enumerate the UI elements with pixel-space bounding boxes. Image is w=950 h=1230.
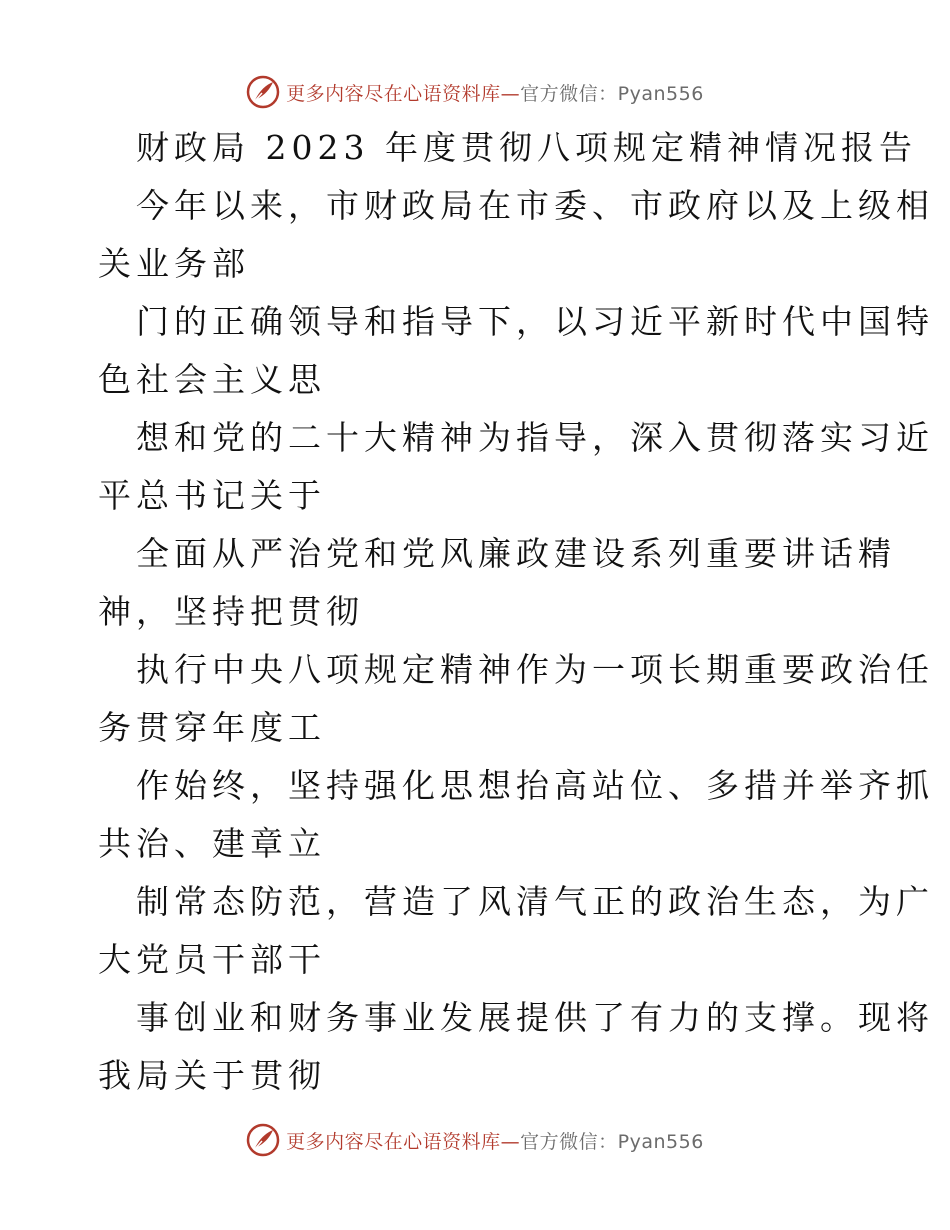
- paragraph-line: 全面从严治党和党风廉政建设系列重要讲话精: [136, 534, 896, 573]
- paragraph-line: 门的正确领导和指导下，以习近平新时代中国特: [136, 302, 934, 341]
- paragraph-line: 执行中央八项规定精神作为一项长期重要政治任: [136, 650, 934, 689]
- header-banner: [0, 72, 950, 112]
- paragraph-line: 务贯穿年度工: [98, 708, 326, 747]
- paragraph-line: 关业务部: [98, 244, 250, 283]
- paragraph-line: 神，坚持把贯彻: [98, 592, 364, 631]
- banner-text: [286, 79, 704, 106]
- paragraph-line: 平总书记关于: [98, 476, 326, 515]
- paragraph-line: 今年以来，市财政局在市委、市政府以及上级相: [136, 186, 934, 225]
- banner-wechat-text: 官方微信：Pyan556: [520, 82, 704, 105]
- paragraph-line: 共治、建章立: [98, 824, 326, 863]
- feather-pen-logo-icon: [246, 75, 280, 109]
- paragraph-line: 作始终，坚持强化思想抬高站位、多措并举齐抓: [136, 766, 934, 805]
- banner-main-text: 更多内容尽在心语资料库—: [286, 1130, 521, 1153]
- paragraph-line: 事创业和财务事业发展提供了有力的支撑。现将: [136, 998, 934, 1037]
- feather-pen-logo-icon: [246, 1123, 280, 1157]
- paragraph-line: 大党员干部干: [98, 940, 326, 979]
- paragraph-line: 我局关于贯彻: [98, 1056, 326, 1095]
- banner-main-text: 更多内容尽在心语资料库—: [286, 82, 521, 105]
- banner-text: [286, 1127, 704, 1154]
- footer-banner: [0, 1120, 950, 1160]
- paragraph-line: 制常态防范，营造了风清气正的政治生态，为广: [136, 882, 934, 921]
- paragraph-line: 色社会主义思: [98, 360, 326, 399]
- document-title: 财政局 2023 年度贯彻八项规定精神情况报告: [136, 128, 917, 167]
- paragraph-line: 想和党的二十大精神为指导，深入贯彻落实习近: [136, 418, 934, 457]
- banner-wechat-text: 官方微信：Pyan556: [520, 1130, 704, 1153]
